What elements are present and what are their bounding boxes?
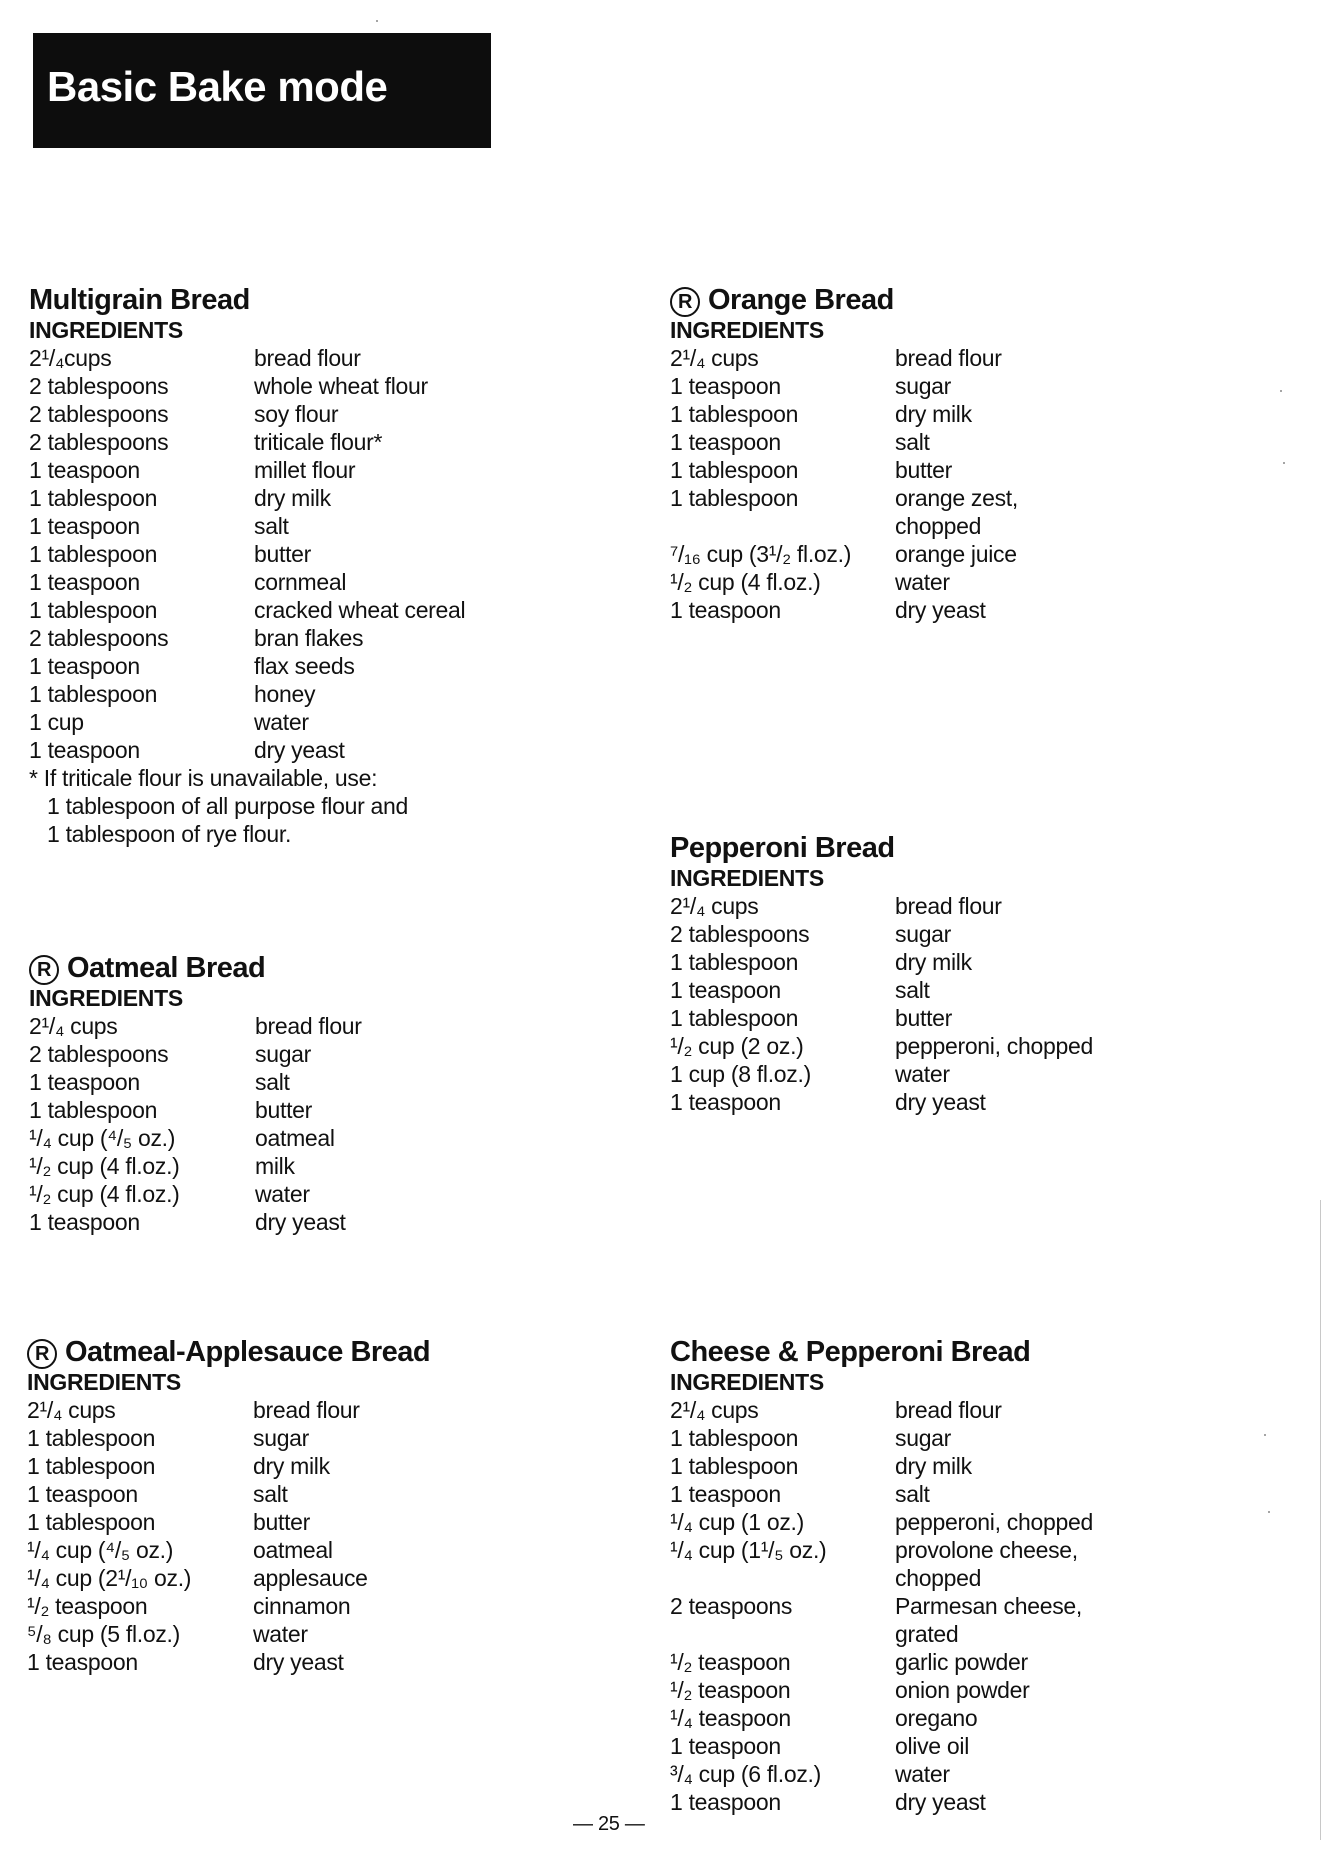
ingredient-amount: ¹/₄ cup (2¹/₁₀ oz.) <box>27 1565 192 1591</box>
ingredient-amount: 1 teaspoon <box>670 1481 781 1507</box>
ingredient-name: orange zest, chopped <box>895 485 1018 539</box>
recipe-title-text: Oatmeal Bread <box>67 952 266 984</box>
ingredient-list <box>27 1396 430 1676</box>
ingredient-amount: 1 tablespoon <box>27 1425 156 1451</box>
ingredient-name: water <box>895 1061 950 1087</box>
ingredient-name: bread flour <box>255 1013 362 1039</box>
ingredient-amount: 1 tablespoon <box>27 1509 156 1535</box>
ingredient-name: butter <box>254 541 312 567</box>
ingredient-amount: ¹/₂ teaspoon <box>670 1649 791 1675</box>
ingredient-name: butter <box>255 1097 313 1123</box>
ingredient-amount: 2¹/₄cups <box>29 345 112 371</box>
ingredient-name: olive oil <box>895 1733 970 1759</box>
ingredient-row <box>27 1452 430 1480</box>
r-circle-icon: R <box>27 1339 57 1369</box>
ingredient-name: bread flour <box>254 345 361 371</box>
scan-speck <box>376 20 378 22</box>
ingredient-name: cracked wheat cereal <box>254 597 466 623</box>
ingredient-row <box>29 652 465 680</box>
ingredient-row <box>670 1032 1093 1060</box>
ingredient-row <box>29 736 465 764</box>
recipe-pepperoni-bread <box>670 832 1093 1116</box>
ingredient-amount: ¹/₂ cup (4 fl.oz.) <box>29 1181 180 1207</box>
ingredient-amount: 1 cup (8 fl.oz.) <box>670 1061 811 1087</box>
ingredients-heading: INGREDIENTS <box>670 865 824 891</box>
recipe-multigrain-bread <box>29 284 465 848</box>
ingredient-name: Parmesan cheese, grated <box>895 1593 1082 1647</box>
ingredient-row <box>670 484 1018 540</box>
ingredient-row <box>670 1004 1093 1032</box>
ingredient-amount: 1 teaspoon <box>670 597 781 623</box>
ingredient-row <box>670 1788 1093 1816</box>
ingredients-heading: INGREDIENTS <box>29 985 183 1011</box>
ingredient-amount: 1 tablespoon <box>29 541 158 567</box>
ingredient-row <box>670 1648 1093 1676</box>
ingredient-row <box>670 1704 1093 1732</box>
recipe-orange-bread <box>670 284 1018 624</box>
ingredient-row <box>27 1592 430 1620</box>
ingredient-name: oatmeal <box>253 1537 333 1563</box>
ingredients-heading: INGREDIENTS <box>670 317 824 343</box>
ingredient-row <box>670 1508 1093 1536</box>
page-title: Basic Bake mode <box>47 63 388 110</box>
ingredient-amount: 1 tablespoon <box>670 1005 799 1031</box>
ingredient-row <box>29 596 465 624</box>
ingredient-name: butter <box>895 457 953 483</box>
ingredient-amount: 2 tablespoons <box>29 625 169 651</box>
recipe-title <box>670 1336 1093 1368</box>
ingredient-row <box>670 1676 1093 1704</box>
ingredient-name: dry milk <box>895 401 972 427</box>
ingredient-name: dry yeast <box>255 1209 346 1235</box>
ingredient-row <box>29 456 465 484</box>
ingredient-amount: 1 teaspoon <box>670 373 781 399</box>
ingredient-amount: 2¹/₄ cups <box>27 1397 116 1423</box>
ingredient-amount: 1 tablespoon <box>670 1453 799 1479</box>
ingredient-amount: 1 tablespoon <box>29 1097 158 1123</box>
ingredient-row <box>670 456 1018 484</box>
ingredient-amount: ¹/₄ cup (⁴/₅ oz.) <box>27 1537 174 1563</box>
ingredient-row <box>670 1396 1093 1424</box>
ingredient-name: salt <box>895 1481 930 1507</box>
ingredient-row <box>29 1040 362 1068</box>
ingredient-name: salt <box>895 977 930 1003</box>
ingredient-row <box>670 892 1093 920</box>
ingredient-amount: 1 teaspoon <box>670 1733 781 1759</box>
ingredient-row <box>670 344 1018 372</box>
recipe-title-text: Oatmeal-Applesauce Bread <box>65 1336 431 1368</box>
ingredient-amount: ¹/₄ cup (⁴/₅ oz.) <box>29 1125 176 1151</box>
ingredient-row <box>670 976 1093 1004</box>
ingredient-name: sugar <box>253 1425 310 1451</box>
ingredient-name: oatmeal <box>255 1125 335 1151</box>
ingredient-name: dry milk <box>895 949 972 975</box>
ingredient-row <box>670 1424 1093 1452</box>
ingredient-amount: ¹/₂ cup (2 oz.) <box>670 1033 804 1059</box>
ingredient-row <box>29 708 465 736</box>
ingredient-row <box>670 1060 1093 1088</box>
ingredient-row <box>27 1564 430 1592</box>
footnote-line: 1 tablespoon of all purpose flour and <box>47 793 408 819</box>
ingredients-heading: INGREDIENTS <box>670 1369 824 1395</box>
recipe-title <box>670 284 1018 316</box>
ingredient-amount: ³/₄ cup (6 fl.oz.) <box>670 1761 821 1787</box>
ingredient-row <box>670 540 1018 568</box>
ingredient-amount: 1 teaspoon <box>29 1209 140 1235</box>
ingredient-list <box>29 1012 362 1236</box>
ingredient-amount: 1 teaspoon <box>29 653 140 679</box>
ingredient-list <box>670 1396 1093 1816</box>
recipe-title-text: Pepperoni Bread <box>670 832 895 864</box>
ingredient-amount: 2¹/₄ cups <box>670 345 759 371</box>
ingredient-row <box>670 1480 1093 1508</box>
ingredient-list <box>670 344 1018 624</box>
ingredient-name: orange juice <box>895 541 1017 567</box>
ingredient-amount: 1 tablespoon <box>670 949 799 975</box>
ingredient-amount: 2 tablespoons <box>29 429 169 455</box>
ingredient-amount: 2 teaspoons <box>670 1593 793 1619</box>
ingredient-row <box>27 1620 430 1648</box>
ingredient-amount: 1 tablespoon <box>27 1453 156 1479</box>
ingredient-row <box>29 624 465 652</box>
ingredient-name: butter <box>895 1005 953 1031</box>
ingredient-name: triticale flour* <box>254 429 383 455</box>
ingredient-amount: ¹/₄ teaspoon <box>670 1705 791 1731</box>
ingredient-row <box>27 1536 430 1564</box>
banner-notch <box>491 123 515 147</box>
ingredient-amount: ¹/₂ teaspoon <box>670 1677 791 1703</box>
banner-notch <box>491 78 515 102</box>
ingredient-name: applesauce <box>253 1565 368 1591</box>
ingredient-amount: 1 tablespoon <box>670 457 799 483</box>
ingredient-name: dry yeast <box>254 737 345 763</box>
ingredient-row <box>29 1152 362 1180</box>
ingredient-row <box>29 680 465 708</box>
recipe-title <box>29 284 465 316</box>
footnote-line: * If triticale flour is unavailable, use: <box>29 765 378 791</box>
recipe-cheese-pepperoni-bread <box>670 1336 1093 1816</box>
ingredient-row <box>670 1088 1093 1116</box>
ingredient-name: dry yeast <box>895 1789 986 1815</box>
ingredient-name: bread flour <box>253 1397 360 1423</box>
ingredient-name: honey <box>254 681 316 707</box>
ingredient-row <box>29 428 465 456</box>
ingredient-name: bread flour <box>895 1397 1002 1423</box>
ingredient-name: water <box>895 1761 950 1787</box>
recipe-title <box>29 952 362 984</box>
ingredient-amount: 1 teaspoon <box>29 737 140 763</box>
ingredient-name: sugar <box>895 373 952 399</box>
recipe-title-text: Orange Bread <box>708 284 894 316</box>
ingredient-amount: 1 teaspoon <box>670 977 781 1003</box>
ingredient-row <box>29 1012 362 1040</box>
ingredient-amount: 1 teaspoon <box>27 1481 138 1507</box>
ingredient-name: salt <box>895 429 930 455</box>
ingredient-name: dry yeast <box>895 597 986 623</box>
ingredient-name: sugar <box>895 1425 952 1451</box>
footnote-line: 1 tablespoon of rye flour. <box>47 821 292 847</box>
ingredient-amount: 2 tablespoons <box>29 373 169 399</box>
ingredient-amount: ¹/₂ cup (4 fl.oz.) <box>29 1153 180 1179</box>
page-number: — 25 — <box>573 1813 645 1835</box>
ingredient-amount: 1 teaspoon <box>29 1069 140 1095</box>
ingredient-row <box>27 1508 430 1536</box>
r-circle-icon: R <box>29 955 59 985</box>
ingredient-amount: 1 tablespoon <box>670 401 799 427</box>
ingredient-row <box>670 1760 1093 1788</box>
ingredient-name: bread flour <box>895 893 1002 919</box>
ingredient-amount: 1 teaspoon <box>27 1649 138 1675</box>
ingredient-row <box>670 596 1018 624</box>
ingredient-name: soy flour <box>254 401 339 427</box>
ingredient-list <box>29 344 465 764</box>
ingredient-amount: 1 tablespoon <box>29 681 158 707</box>
ingredient-row <box>29 1124 362 1152</box>
ingredient-row <box>29 1180 362 1208</box>
ingredient-name: dry milk <box>253 1453 330 1479</box>
ingredient-row <box>27 1424 430 1452</box>
ingredient-name: water <box>253 1621 308 1647</box>
ingredient-name: cornmeal <box>254 569 347 595</box>
ingredient-name: whole wheat flour <box>254 373 428 399</box>
ingredient-amount: 2 tablespoons <box>29 1041 169 1067</box>
ingredient-row <box>29 540 465 568</box>
recipe-title <box>670 832 1093 864</box>
ingredient-row <box>670 948 1093 976</box>
banner-notch <box>491 33 515 57</box>
recipe-footnote <box>29 764 465 848</box>
ingredient-row <box>29 512 465 540</box>
ingredient-row <box>670 372 1018 400</box>
ingredient-row <box>670 568 1018 596</box>
recipe-title <box>27 1336 430 1368</box>
section-banner <box>33 33 491 148</box>
ingredient-amount: ¹/₄ cup (1 oz.) <box>670 1509 804 1535</box>
ingredient-row <box>27 1480 430 1508</box>
ingredient-name: milk <box>255 1153 295 1179</box>
ingredient-name: dry yeast <box>895 1089 986 1115</box>
ingredient-name: millet flour <box>254 457 356 483</box>
ingredient-row <box>29 1208 362 1236</box>
ingredient-row <box>670 1536 1093 1592</box>
ingredient-name: sugar <box>895 921 952 947</box>
ingredient-amount: 1 tablespoon <box>670 1425 799 1451</box>
ingredient-row <box>670 400 1018 428</box>
ingredient-list <box>670 892 1093 1116</box>
ingredient-amount: 2¹/₄ cups <box>670 893 759 919</box>
scan-speck <box>1268 1511 1270 1513</box>
ingredient-name: pepperoni, chopped <box>895 1033 1093 1059</box>
ingredient-name: salt <box>255 1069 290 1095</box>
ingredient-name: sugar <box>255 1041 312 1067</box>
ingredient-name: salt <box>254 513 289 539</box>
ingredient-row <box>29 400 465 428</box>
ingredient-name: water <box>255 1181 310 1207</box>
ingredients-heading: INGREDIENTS <box>27 1369 181 1395</box>
ingredient-name: bran flakes <box>254 625 364 651</box>
ingredient-row <box>27 1396 430 1424</box>
ingredient-name: salt <box>253 1481 288 1507</box>
ingredient-amount: 1 tablespoon <box>29 597 158 623</box>
scan-speck <box>1280 390 1282 392</box>
ingredient-amount: 1 tablespoon <box>670 485 799 511</box>
ingredient-name: flax seeds <box>254 653 355 679</box>
ingredients-heading: INGREDIENTS <box>29 317 183 343</box>
ingredient-name: dry milk <box>254 485 331 511</box>
ingredient-amount: 1 cup <box>29 709 84 735</box>
ingredient-amount: 1 teaspoon <box>670 429 781 455</box>
ingredient-name: dry yeast <box>253 1649 344 1675</box>
ingredient-name: garlic powder <box>895 1649 1028 1675</box>
ingredient-name: butter <box>253 1509 311 1535</box>
ingredient-name: bread flour <box>895 345 1002 371</box>
ingredient-amount: 2¹/₄ cups <box>670 1397 759 1423</box>
recipe-oatmeal-applesauce-bread <box>27 1336 430 1676</box>
ingredient-row <box>29 484 465 512</box>
ingredient-amount: ¹/₄ cup (1¹/₅ oz.) <box>670 1537 827 1563</box>
ingredient-name: cinnamon <box>253 1593 351 1619</box>
ingredient-row <box>29 344 465 372</box>
ingredient-amount: ¹/₂ cup (4 fl.oz.) <box>670 569 821 595</box>
ingredient-amount: 1 teaspoon <box>29 513 140 539</box>
recipe-title-text: Multigrain Bread <box>29 284 250 316</box>
ingredient-amount: 1 teaspoon <box>29 569 140 595</box>
ingredient-name: pepperoni, chopped <box>895 1509 1093 1535</box>
ingredient-amount: ⁷/₁₆ cup (3¹/₂ fl.oz.) <box>670 541 852 567</box>
ingredient-amount: 1 teaspoon <box>670 1789 781 1815</box>
ingredient-amount: ¹/₂ teaspoon <box>27 1593 148 1619</box>
ingredient-row <box>29 568 465 596</box>
ingredient-row <box>670 1592 1093 1648</box>
ingredient-row <box>29 1068 362 1096</box>
ingredient-amount: ⁵/₈ cup (5 fl.oz.) <box>27 1621 180 1647</box>
ingredient-row <box>670 1732 1093 1760</box>
r-circle-icon: R <box>670 287 700 317</box>
ingredient-name: oregano <box>895 1705 978 1731</box>
ingredient-row <box>670 1452 1093 1480</box>
ingredient-amount: 2 tablespoons <box>670 921 810 947</box>
ingredient-row <box>670 920 1093 948</box>
ingredient-name: onion powder <box>895 1677 1030 1703</box>
ingredient-row <box>27 1648 430 1676</box>
ingredient-row <box>670 428 1018 456</box>
scan-speck <box>1283 462 1285 464</box>
scan-edge-line <box>1320 1200 1321 1840</box>
ingredient-amount: 1 teaspoon <box>670 1089 781 1115</box>
ingredient-amount: 2 tablespoons <box>29 401 169 427</box>
ingredient-amount: 1 tablespoon <box>29 485 158 511</box>
ingredient-name: water <box>895 569 950 595</box>
ingredient-row <box>29 372 465 400</box>
recipe-oatmeal-bread <box>29 952 362 1236</box>
ingredient-amount: 1 teaspoon <box>29 457 140 483</box>
scan-speck <box>1264 1434 1266 1436</box>
ingredient-name: dry milk <box>895 1453 972 1479</box>
ingredient-name: water <box>254 709 309 735</box>
ingredient-row <box>29 1096 362 1124</box>
recipe-title-text: Cheese & Pepperoni Bread <box>670 1336 1031 1368</box>
ingredient-name: provolone cheese, chopped <box>895 1537 1078 1591</box>
ingredient-amount: 2¹/₄ cups <box>29 1013 118 1039</box>
